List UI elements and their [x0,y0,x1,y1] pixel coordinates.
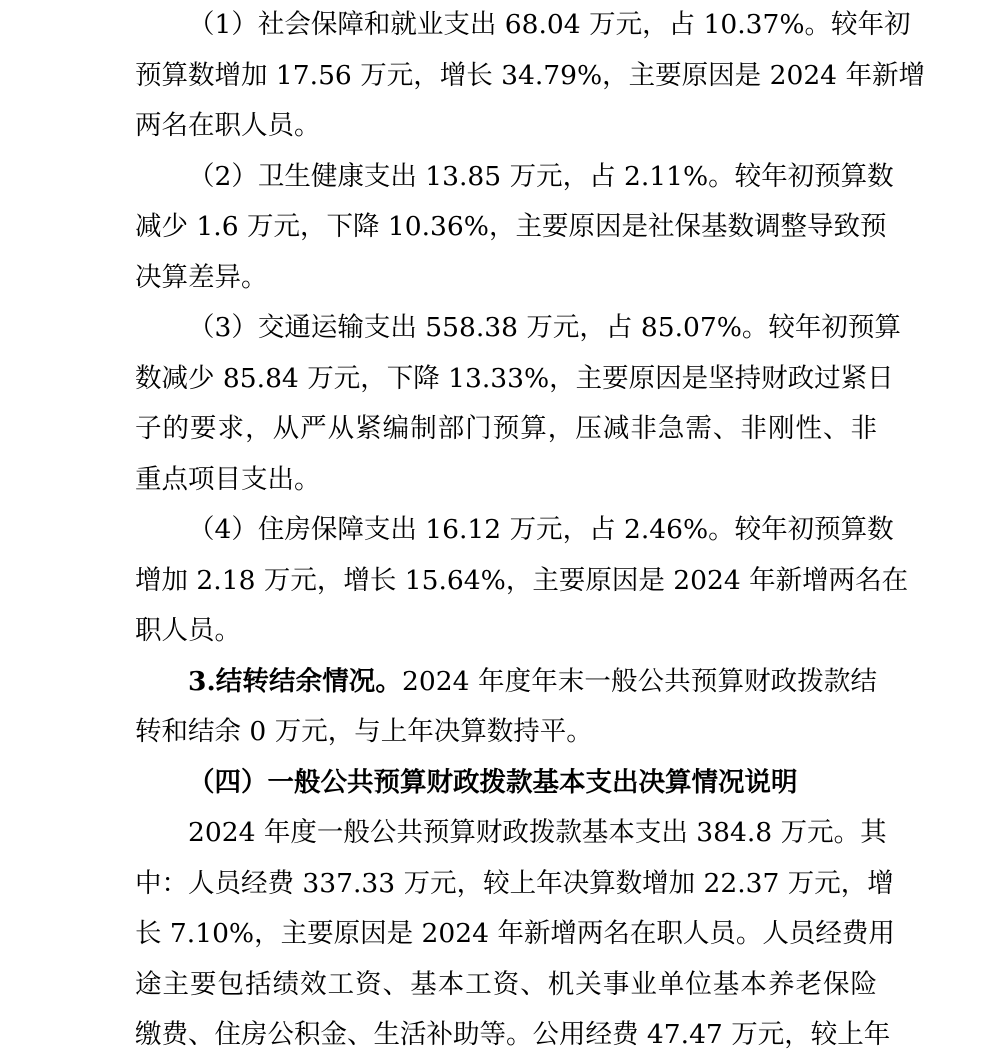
text-line: 途主要包括绩效工资、基本工资、机关事业单位基本养老保险 [135,968,877,1000]
text-line: 缴费、住房公积金、生活补助等。公用经费 47.47 万元，较上年 [135,1019,891,1050]
text-line: （3）交通运输支出 558.38 万元，占 85.07%。较年初预算 [188,312,901,343]
text-line: 2024 年度一般公共预算财政拨款基本支出 384.8 万元。其 [188,817,887,848]
text-line: 职人员。 [135,615,241,646]
text-line: 决算差异。 [135,261,268,293]
text-span: 2024 年度年末一般公共预算财政拨款结 [402,665,877,697]
text-line: 子的要求，从严从紧编制部门预算，压减非急需、非刚性、非 [135,413,877,444]
text-line: 转和结余 0 万元，与上年决算数持平。 [135,716,593,747]
text-line [135,657,877,708]
section-heading: （四）一般公共预算财政拨款基本支出决算情况说明 [188,766,798,798]
text-line: 两名在职人员。 [135,110,321,141]
text-line: 重点项目支出。 [135,463,321,495]
text-line: （1）社会保障和就业支出 68.04 万元，占 10.37%。较年初 [188,9,911,40]
text-line: 长 7.10%，主要原因是 2024 年新增两名在职人员。人员经费用 [135,918,895,949]
text-line: （4）住房保障支出 16.12 万元，占 2.46%。较年初预算数 [188,514,894,545]
text-line: 中：人员经费 337.33 万元，较上年决算数增加 22.37 万元，增 [135,867,894,899]
text-line: 预算数增加 17.56 万元，增长 34.79%，主要原因是 2024 年新增 [135,59,925,91]
section-lead: 3.结转结余情况。 [188,665,403,697]
text-line: （2）卫生健康支出 13.85 万元，占 2.11%。较年初预算数 [188,160,894,192]
text-line: 减少 1.6 万元，下降 10.36%，主要原因是社保基数调整导致预 [135,211,887,242]
document-page [135,0,925,1061]
text-line: 数减少 85.84 万元，下降 13.33%，主要原因是坚持财政过紧日 [135,362,894,394]
text-line: 增加 2.18 万元，增长 15.64%，主要原因是 2024 年新增两名在 [135,564,909,596]
